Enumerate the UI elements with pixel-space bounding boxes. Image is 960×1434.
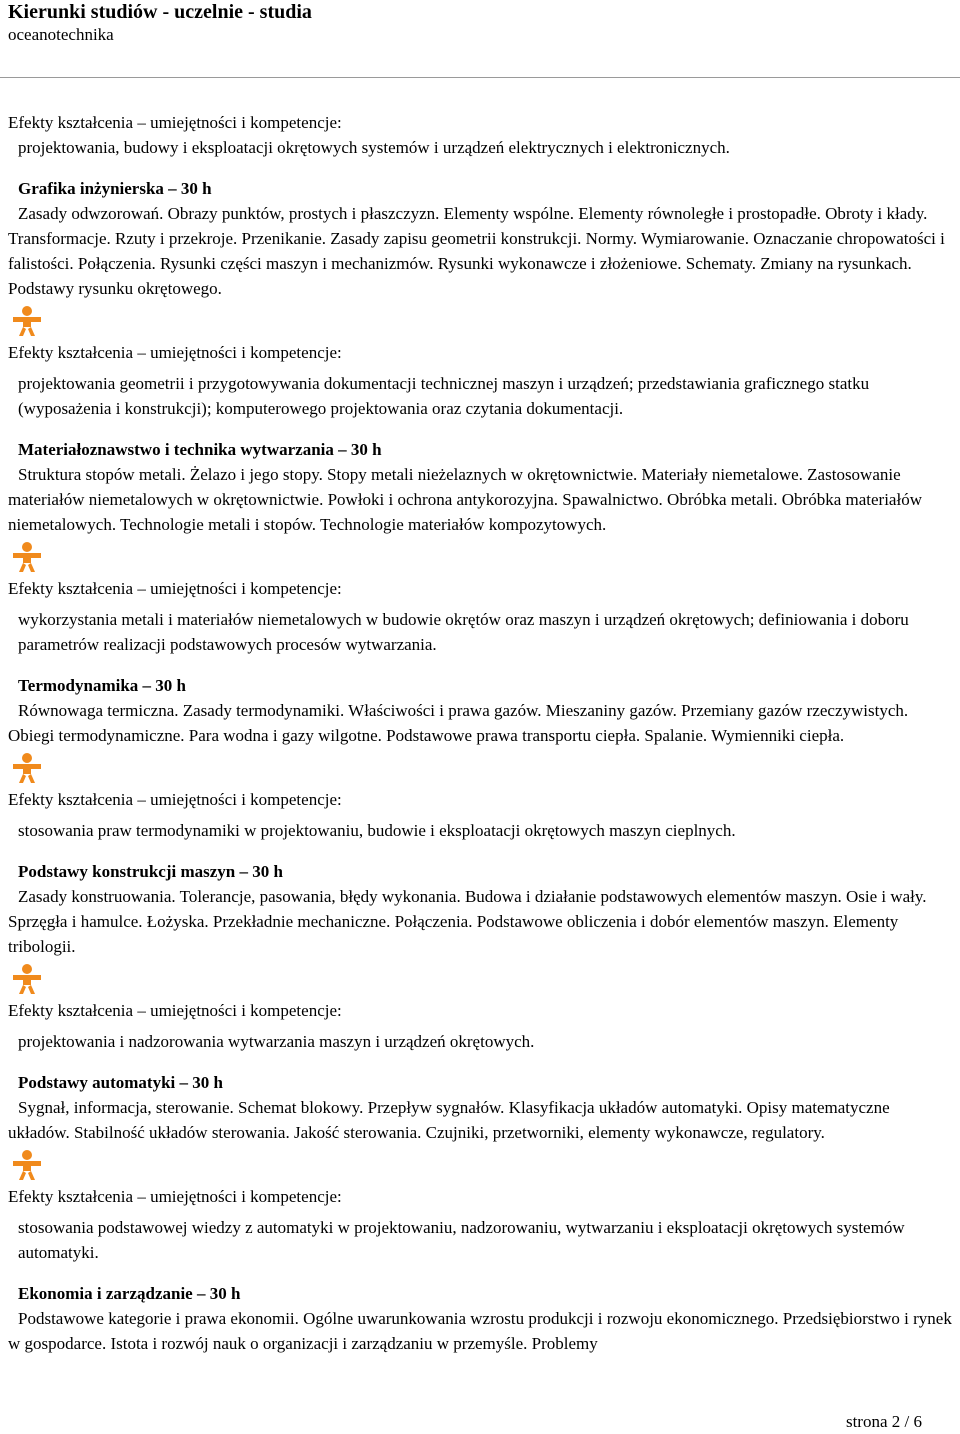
course-description: Sygnał, informacja, sterowanie. Schemat blokowy. Przepływ sygnałów. Klasyfikacja układów automatyki. Opisy matematyczne układów. Stabilność układów sterowania. Jakość sterowania. Czujniki, przetworniki, elementy wykonawcze, regulatory.: [8, 1098, 890, 1142]
effects-text: projektowania geometrii i przygotowywania dokumentacji technicznej maszyn i urządzeń; przedstawiania graficznego statku (wyposażenia i konstrukcji); komputerowego projektowania oraz czytania dokumentacji.: [18, 374, 870, 418]
course-description: Struktura stopów metali. Żelazo i jego stopy. Stopy metali nieżelaznych w okrętownictwie. Materiały niemetalowe. Zastosowanie materiałów niemetalowych w okrętownictwie. Powłoki i ochrona antykorozyjna. Spawalnictwo. Obróbka metali. Obróbka materiałów niemetalowych. Technologie metali i stopów. Technologie materiałów kompozytowych.: [8, 465, 922, 534]
course-section: [8, 673, 952, 843]
course-section: [8, 1070, 952, 1265]
effects-label: Efekty kształcenia – umiejętności i kompetencje:: [8, 113, 342, 132]
effects-label: Efekty kształcenia – umiejętności i kompetencje:: [8, 579, 342, 598]
effects-label: Efekty kształcenia – umiejętności i kompetencje:: [8, 1187, 342, 1206]
effects-label: Efekty kształcenia – umiejętności i kompetencje:: [8, 343, 342, 362]
course-description: Zasady odwzorowań. Obrazy punktów, prostych i płaszczyzn. Elementy wspólne. Elementy równoległe i prostopadłe. Obroty i kłady. Transformacje. Rzuty i przekroje. Przenikanie. Zasady zapisu geometrii konstrukcji. Normy. Wymiarowanie. Oznaczanie chropowatości i falistości. Połączenia. Rysunki części maszyn i mechanizmów. Rysunki wykonawcze i złożeniowe. Schematy. Zmiany na rysunkach. Podstawy rysunku okrętowego.: [8, 204, 945, 298]
course-description: Równowaga termiczna. Zasady termodynamiki. Właściwości i prawa gazów. Mieszaniny gazów. Przemiany gazów rzeczywistych. Obiegi termodynamiczne. Para wodna i gazy wilgotne. Podstawowe prawa transportu ciepła. Spalanie. Wymienniki ciepła.: [8, 701, 909, 745]
course-description: Podstawowe kategorie i prawa ekonomii. Ogólne uwarunkowania wzrostu produkcji i rozwoju ekonomicznego. Przedsiębiorstwo i rynek w gospodarce. Istota i rozwój nauk o organizacji i zarządzaniu w przemyśle. Problemy: [8, 1309, 952, 1353]
effects-text: projektowania, budowy i eksploatacji okrętowych systemów i urządzeń elektrycznych i elektronicznych.: [18, 138, 730, 157]
course-title: Ekonomia i zarządzanie – 30 h: [18, 1284, 241, 1303]
course-description: Zasady konstruowania. Tolerancje, pasowania, błędy wykonania. Budowa i działanie podstawowych elementów maszyn. Osie i wały. Sprzęgła i hamulce. Łożyska. Przekładnie mechaniczne. Połączenia. Podstawowe obliczenia i dobór elementów maszyn. Elementy tribologii.: [8, 887, 927, 956]
main-content: [8, 110, 952, 1356]
page-header: [0, 0, 960, 79]
course-title: Grafika inżynierska – 30 h: [18, 179, 212, 198]
course-title: Podstawy automatyki – 30 h: [18, 1073, 223, 1092]
header-divider: [0, 77, 960, 78]
course-title: Podstawy konstrukcji maszyn – 30 h: [18, 862, 283, 881]
effects-text: stosowania praw termodynamiki w projektowaniu, budowie i eksploatacji okrętowych maszyn cieplnych.: [18, 821, 736, 840]
course-section: [8, 437, 952, 657]
student-figure-icon: [10, 1149, 44, 1180]
course-section: [8, 176, 952, 421]
site-title: Kierunki studiów - uczelnie - studia: [8, 1, 312, 23]
student-figure-icon: [10, 752, 44, 783]
page-number: strona 2 / 6: [845, 1412, 922, 1431]
page-subtitle: oceanotechnika: [8, 25, 114, 44]
effects-label: Efekty kształcenia – umiejętności i kompetencje:: [8, 790, 342, 809]
course-title: Termodynamika – 30 h: [18, 676, 186, 695]
student-figure-icon: [10, 963, 44, 994]
course-section: [8, 859, 952, 1054]
effects-text: wykorzystania metali i materiałów niemetalowych w budowie okrętów oraz maszyn i urządzeń okrętowych; definiowania i doboru parametrów realizacji podstawowych procesów wytwarzania.: [18, 610, 909, 654]
effects-label: Efekty kształcenia – umiejętności i kompetencje:: [8, 1001, 342, 1020]
effects-text: projektowania i nadzorowania wytwarzania maszyn i urządzeń okrętowych.: [18, 1032, 535, 1051]
student-figure-icon: [10, 541, 44, 572]
effects-text: stosowania podstawowej wiedzy z automatyki w projektowaniu, nadzorowaniu, wytwarzaniu i eksploatacji okrętowych systemów automatyki.: [18, 1218, 905, 1262]
course-section: [8, 1281, 952, 1356]
course-title: Materiałoznawstwo i technika wytwarzania – 30 h: [18, 440, 382, 459]
student-figure-icon: [10, 305, 44, 336]
